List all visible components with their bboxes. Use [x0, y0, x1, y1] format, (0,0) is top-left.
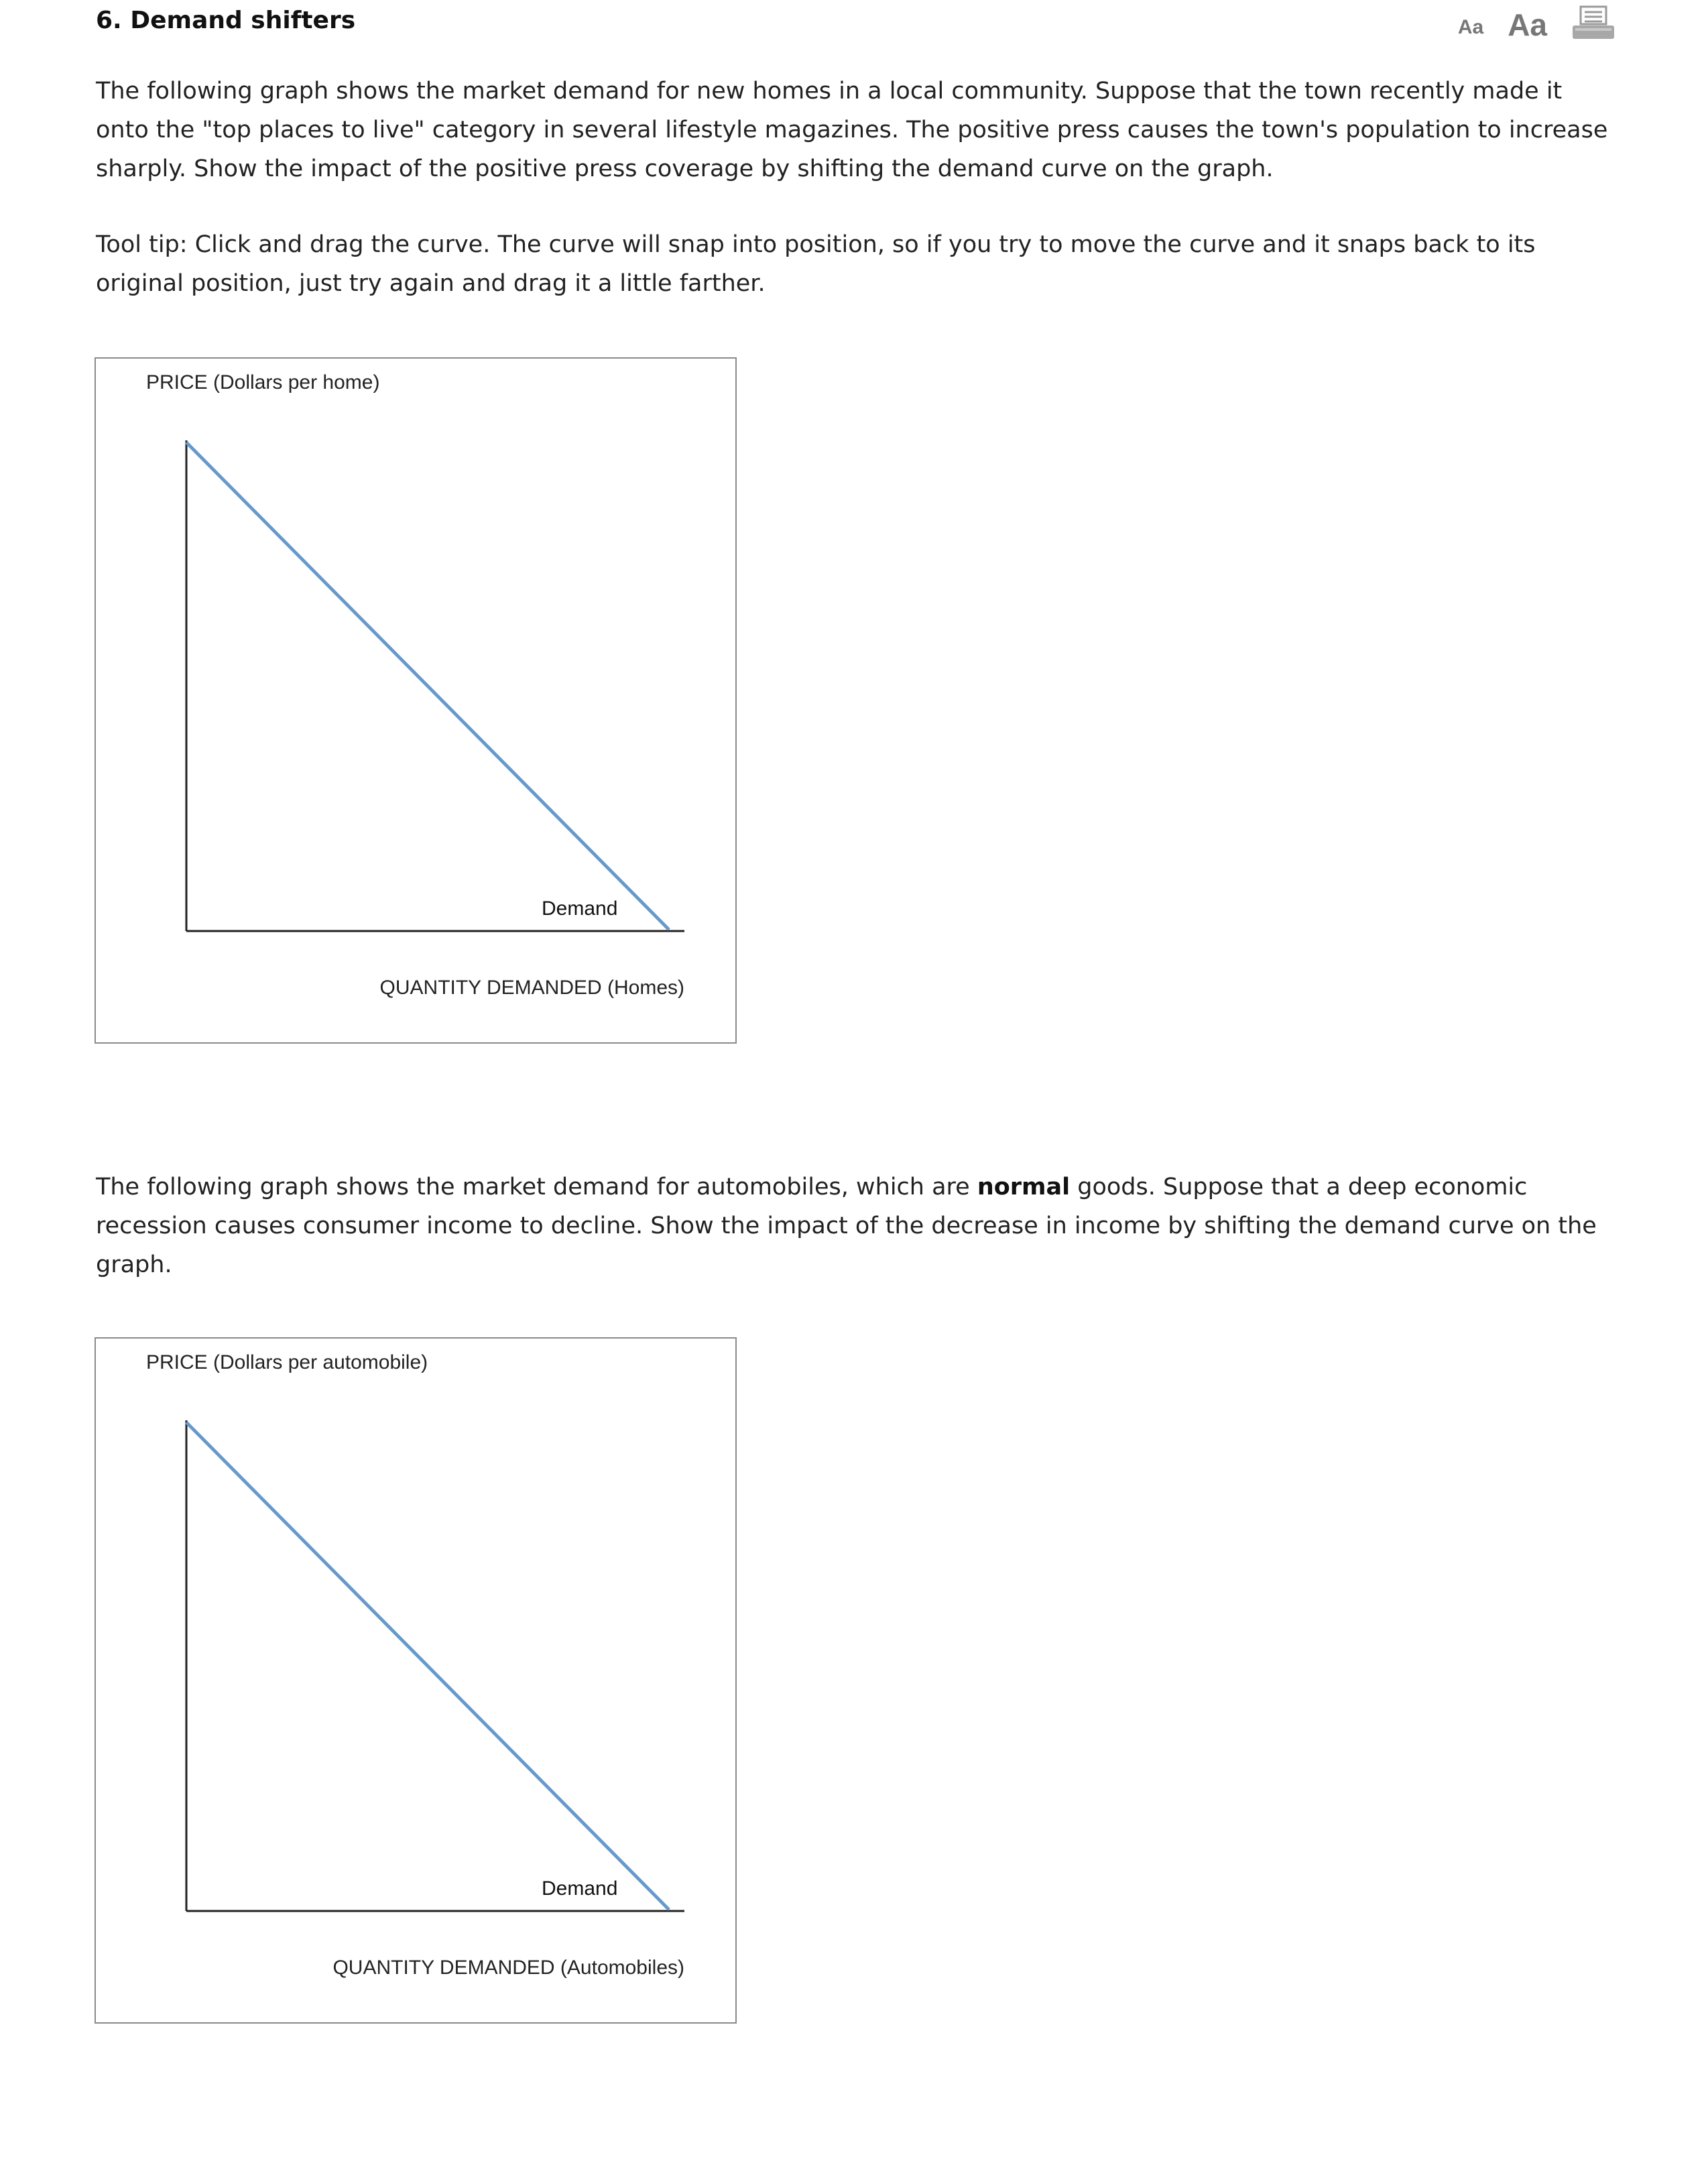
automobiles-x-axis-label: QUANTITY DEMANDED (Automobiles) [332, 1957, 684, 1979]
tooltip-text: Tool tip: Click and drag the curve. The curve will snap into position, so if you try to move the curve and it snaps back to its original position, just try again and drag it a little farther. [96, 231, 1536, 297]
printer-icon[interactable] [1571, 5, 1615, 40]
increase-font-button[interactable]: Aa [1508, 7, 1547, 42]
homes-graph-canvas [96, 359, 735, 1042]
automobiles-question-text-start: The following graph shows the market demand for automobiles, which are [96, 1174, 977, 1200]
automobiles-demand-curve[interactable] [186, 1422, 669, 1910]
automobiles-question-text-end: goods. Suppose that a deep economic recession causes consumer income to decline. Show the impact of the decrease in income by shifting the demand curve on the graph. [96, 1174, 1597, 1278]
homes-demand-label: Demand [542, 898, 618, 920]
decrease-font-button[interactable]: Aa [1457, 16, 1484, 38]
homes-demand-graph [95, 357, 737, 1044]
homes-y-axis-label: PRICE (Dollars per home) [146, 371, 380, 393]
automobiles-y-axis-label: PRICE (Dollars per automobile) [146, 1351, 428, 1373]
homes-question-text: The following graph shows the market demand for new homes in a local community. Suppose that the town recently made it onto the "top places to live" category in several lifestyle magazines. The positive press causes the town's population to increase sharply. Show the impact of the positive press coverage by shifting the demand curve on the graph. [96, 78, 1608, 182]
toolbar [1458, 5, 1615, 40]
automobiles-graph-canvas [96, 1339, 735, 2022]
automobiles-demand-label: Demand [542, 1877, 618, 1900]
question-title: 6. Demand shifters [96, 7, 356, 34]
homes-demand-curve[interactable] [186, 442, 669, 930]
automobiles-question-text [96, 1168, 1611, 1284]
homes-x-axis-label: QUANTITY DEMANDED (Homes) [379, 977, 684, 999]
automobiles-demand-graph [95, 1337, 737, 2024]
normal-goods-emphasis: normal [977, 1174, 1071, 1200]
